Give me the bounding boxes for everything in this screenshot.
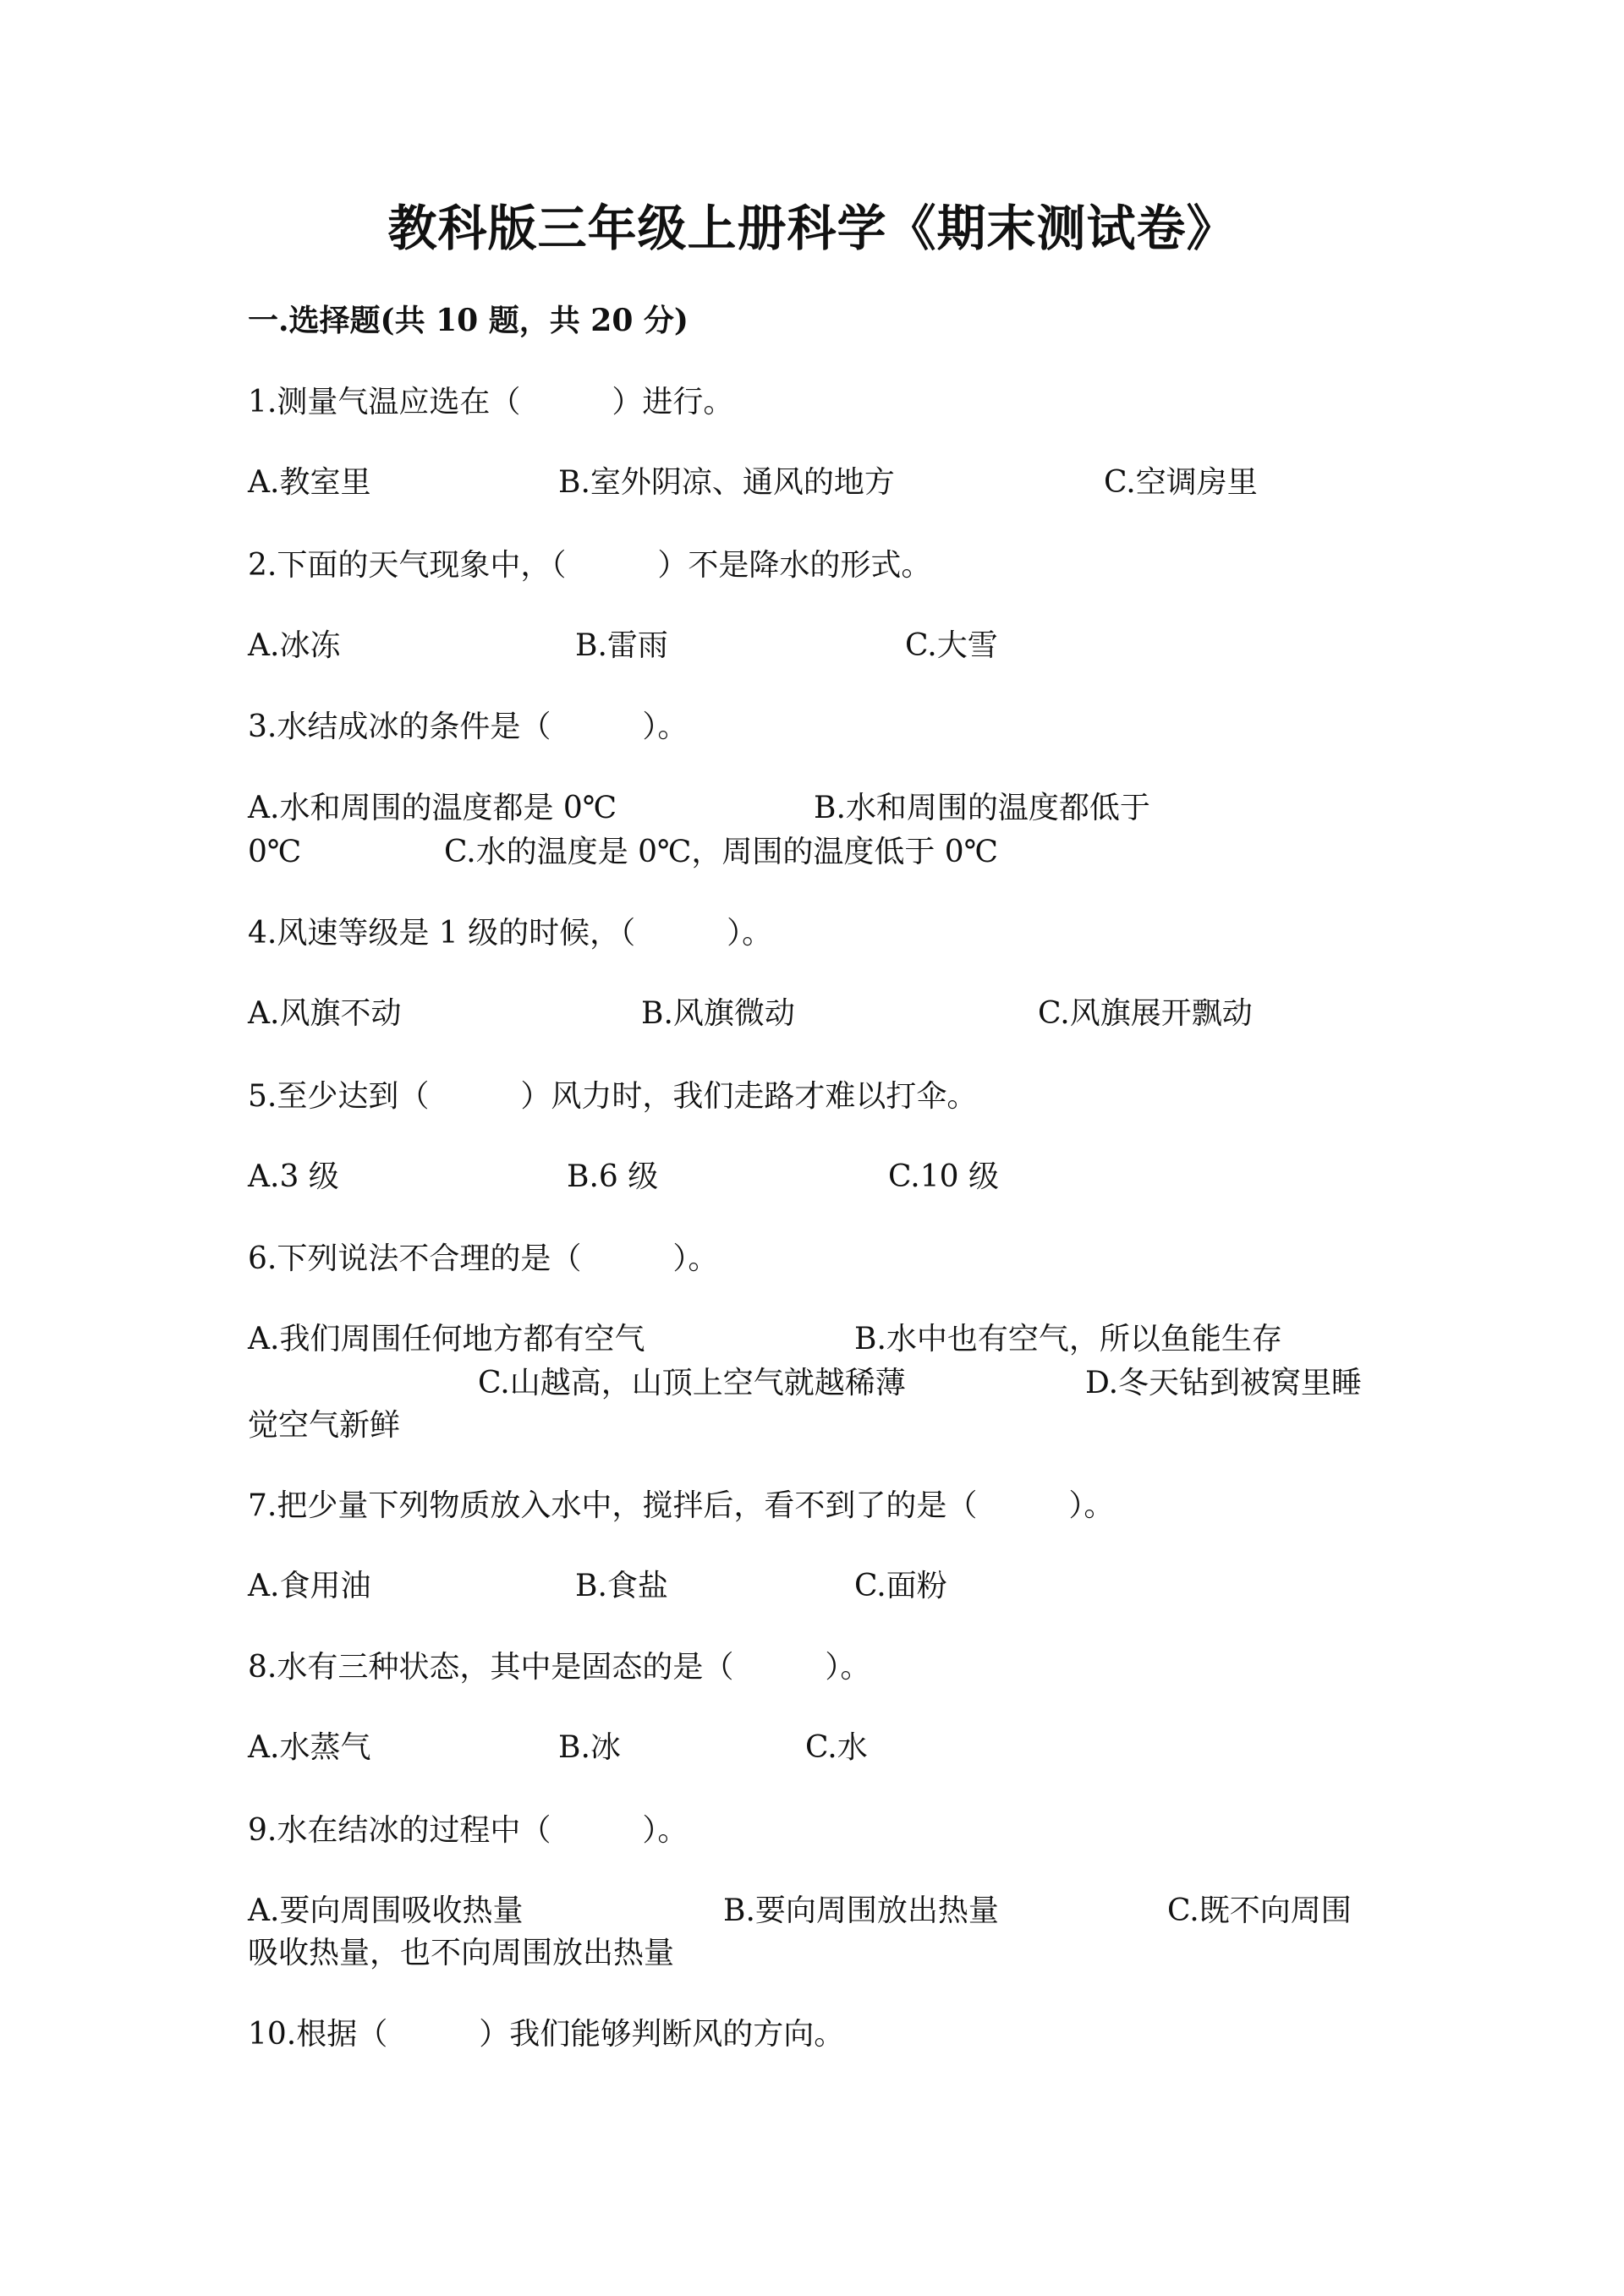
question-2-stem: 2.下面的天气现象中，（ ）不是降水的形式。 (248, 548, 932, 583)
question-7-stem: 7.把少量下列物质放入水中，搅拌后，看不到了的是（ ）。 (248, 1488, 1115, 1523)
question-4-option-c: C.风旗展开飘动 (1038, 996, 1253, 1031)
question-6-option-d: D.冬天钻到被窝里睡 (1085, 1366, 1363, 1400)
question-9-option-c: C.既不向周围 (1167, 1893, 1352, 1928)
question-9-option-c-continued: 吸收热量，也不向周围放出热量 (248, 1936, 675, 1970)
question-8-option-b: B.冰 (558, 1730, 621, 1765)
question-7-option-a: A.食用油 (248, 1569, 371, 1603)
question-6-option-a: A.我们周围任何地方都有空气 (248, 1322, 645, 1356)
question-6-stem: 6.下列说法不合理的是（ ）。 (248, 1241, 719, 1276)
question-9-stem: 9.水在结冰的过程中（ ）。 (248, 1813, 689, 1848)
question-2-option-b: B.雷雨 (575, 628, 668, 663)
question-3-option-a: A.水和周围的温度都是 0℃ (248, 791, 617, 825)
question-9-option-a: A.要向周围吸收热量 (248, 1893, 524, 1928)
question-10-stem: 10.根据（ ）我们能够判断风的方向。 (248, 2017, 845, 2052)
question-5-option-b: B.6 级 (567, 1159, 659, 1194)
question-3-stem: 3.水结成冰的条件是（ ）。 (248, 710, 689, 744)
question-8-option-c: C.水 (805, 1730, 868, 1765)
page-title: 教科版三年级上册科学《期末测试卷》 (387, 200, 1237, 257)
question-1-stem: 1.测量气温应选在（ ）进行。 (248, 385, 734, 419)
question-3-option-b: B.水和周围的温度都低于 (814, 791, 1150, 825)
question-4-option-a: A.风旗不动 (248, 996, 402, 1031)
question-8-option-a: A.水蒸气 (248, 1730, 371, 1765)
question-5-stem: 5.至少达到（ ）风力时，我们走路才难以打伞。 (248, 1079, 978, 1114)
question-5-option-a: A.3 级 (248, 1159, 339, 1194)
question-6-option-d-continued: 觉空气新鲜 (248, 1408, 401, 1443)
question-1-option-c: C.空调房里 (1104, 465, 1258, 500)
question-3-option-c: C.水的温度是 0℃，周围的温度低于 0℃ (444, 835, 998, 869)
question-1-option-b: B.室外阴凉、通风的地方 (558, 465, 895, 500)
question-4-stem: 4.风速等级是 1 级的时候，（ ）。 (248, 916, 773, 951)
question-7-option-b: B.食盐 (575, 1569, 668, 1603)
question-2-option-a: A.冰冻 (248, 628, 341, 663)
question-2-option-c: C.大雪 (905, 628, 998, 663)
section-heading: 一.选择题(共 10 题，共 20 分) (248, 303, 689, 338)
question-7-option-c: C.面粉 (854, 1569, 947, 1603)
question-6-option-c: C.山越高，山顶上空气就越稀薄 (478, 1366, 906, 1400)
question-5-option-c: C.10 级 (888, 1159, 999, 1194)
question-3-option-b-continued: 0℃ (248, 835, 302, 869)
question-6-option-b: B.水中也有空气，所以鱼能生存 (854, 1322, 1282, 1356)
question-9-option-b: B.要向周围放出热量 (723, 1893, 999, 1928)
question-8-stem: 8.水有三种状态，其中是固态的是（ ）。 (248, 1650, 871, 1685)
question-4-option-b: B.风旗微动 (641, 996, 795, 1031)
question-1-option-a: A.教室里 (248, 465, 371, 500)
